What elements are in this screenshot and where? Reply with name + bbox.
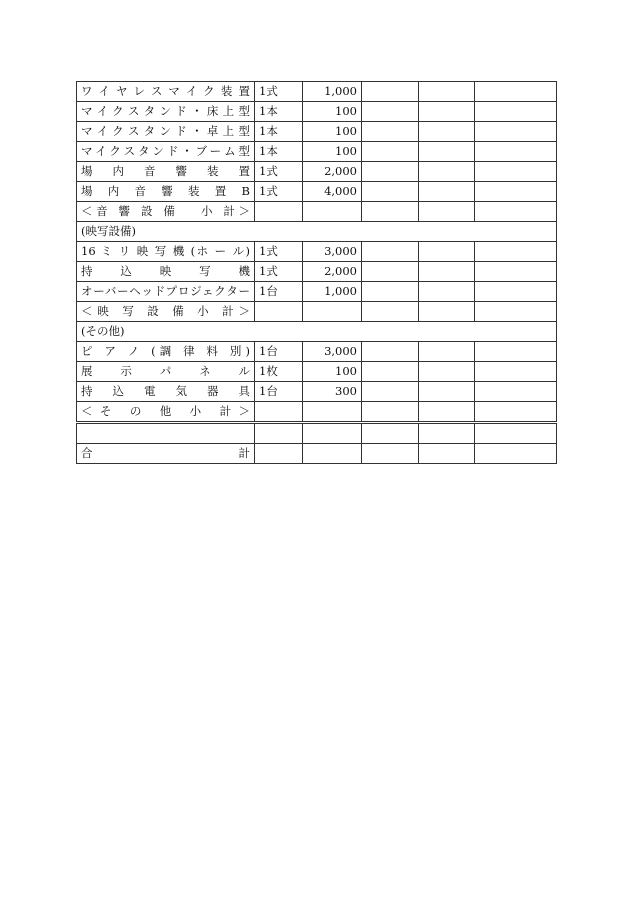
empty-cell: [419, 242, 475, 262]
subtotal-row: [77, 302, 557, 322]
table-row: [77, 182, 557, 202]
empty-cell: [419, 102, 475, 122]
item-name-cell: 持 込 映 写 機: [77, 262, 255, 282]
empty-cell: [419, 342, 475, 362]
table-row: [77, 82, 557, 102]
empty-cell: [419, 382, 475, 402]
item-price-cell: 3,000: [303, 342, 362, 362]
item-price-cell: 3,000: [303, 242, 362, 262]
empty-cell: [475, 282, 557, 302]
section-row: [77, 222, 557, 242]
item-unit-cell: 1式: [255, 182, 303, 202]
item-unit-cell: 1台: [255, 342, 303, 362]
empty-cell: [475, 444, 557, 464]
item-name-cell: 合 計: [77, 444, 255, 464]
item-price-cell: [303, 202, 362, 222]
item-name-cell: ＜映 写 設 備 小 計＞: [77, 302, 255, 322]
subtotal-row: [77, 202, 557, 222]
table-row: [77, 122, 557, 142]
item-name-cell: マイクスタンド・床上型: [77, 102, 255, 122]
table-row: [77, 342, 557, 362]
empty-cell: [475, 162, 557, 182]
empty-cell: [362, 342, 419, 362]
section-heading: (映写設備): [77, 222, 557, 242]
empty-cell: [419, 282, 475, 302]
item-price-cell: 1,000: [303, 282, 362, 302]
item-unit-cell: [255, 423, 303, 444]
item-name-cell: 持 込 電 気 器 具: [77, 382, 255, 402]
table-row: [77, 102, 557, 122]
empty-cell: [419, 202, 475, 222]
item-price-cell: 2,000: [303, 162, 362, 182]
empty-cell: [475, 182, 557, 202]
item-price-cell: 1,000: [303, 82, 362, 102]
item-name-cell: ワイヤレスマイク装置: [77, 82, 255, 102]
item-unit-cell: [255, 302, 303, 322]
empty-cell: [362, 202, 419, 222]
item-price-cell: 100: [303, 362, 362, 382]
table-row: [77, 282, 557, 302]
empty-cell: [419, 162, 475, 182]
item-name-cell: ＜音 響 設 備 小 計＞: [77, 202, 255, 222]
table-row: [77, 362, 557, 382]
empty-cell: [362, 182, 419, 202]
item-unit-cell: 1台: [255, 382, 303, 402]
empty-cell: [475, 122, 557, 142]
empty-cell: [362, 262, 419, 282]
empty-cell: [419, 402, 475, 423]
item-price-cell: 2,000: [303, 262, 362, 282]
empty-cell: [362, 282, 419, 302]
item-price-cell: [303, 444, 362, 464]
item-price-cell: 100: [303, 102, 362, 122]
section-row: [77, 322, 557, 342]
item-unit-cell: [255, 202, 303, 222]
item-unit-cell: 1本: [255, 142, 303, 162]
table-row: [77, 242, 557, 262]
item-unit-cell: 1本: [255, 102, 303, 122]
item-unit-cell: 1台: [255, 282, 303, 302]
item-name-cell: 場 内 音 響 装 置: [77, 162, 255, 182]
item-unit-cell: [255, 402, 303, 423]
item-name-cell: 場 内 音 響 装 置 B: [77, 182, 255, 202]
empty-cell: [475, 402, 557, 423]
empty-cell: [362, 302, 419, 322]
item-name-cell: マイクスタンド・卓上型: [77, 122, 255, 142]
equipment-fee-table: [76, 81, 557, 464]
empty-cell: [362, 402, 419, 423]
item-price-cell: 4,000: [303, 182, 362, 202]
item-unit-cell: 1式: [255, 262, 303, 282]
empty-cell: [362, 382, 419, 402]
empty-cell: [475, 142, 557, 162]
item-price-cell: 100: [303, 142, 362, 162]
table-row: [77, 382, 557, 402]
table-row: [77, 162, 557, 182]
empty-cell: [362, 242, 419, 262]
item-price-cell: [303, 423, 362, 444]
empty-cell: [475, 242, 557, 262]
item-price-cell: 300: [303, 382, 362, 402]
table-row: [77, 142, 557, 162]
empty-cell: [475, 342, 557, 362]
item-name-cell: ピ ア ノ (調 律 料 別): [77, 342, 255, 362]
total-row: [77, 444, 557, 464]
section-heading: (その他): [77, 322, 557, 342]
item-unit-cell: [255, 444, 303, 464]
item-name-cell: 16 ミ リ 映 写 機 (ホ ー ル): [77, 242, 255, 262]
empty-cell: [475, 362, 557, 382]
item-name-cell: [77, 423, 255, 444]
empty-cell: [475, 302, 557, 322]
item-name-cell: マイクスタンド・ブーム型: [77, 142, 255, 162]
empty-cell: [362, 122, 419, 142]
item-unit-cell: 1枚: [255, 362, 303, 382]
empty-cell: [419, 122, 475, 142]
blank-row: [77, 423, 557, 444]
empty-cell: [362, 162, 419, 182]
empty-cell: [362, 82, 419, 102]
item-name-cell: ＜そ の 他 小 計＞: [77, 402, 255, 423]
empty-cell: [475, 262, 557, 282]
empty-cell: [419, 423, 475, 444]
item-unit-cell: 1式: [255, 242, 303, 262]
empty-cell: [362, 142, 419, 162]
empty-cell: [419, 142, 475, 162]
fee-table-body: [77, 82, 557, 464]
empty-cell: [475, 382, 557, 402]
item-price-cell: [303, 402, 362, 423]
item-name-cell: 展 示 パ ネ ル: [77, 362, 255, 382]
item-unit-cell: 1本: [255, 122, 303, 142]
empty-cell: [419, 182, 475, 202]
item-unit-cell: 1式: [255, 162, 303, 182]
empty-cell: [419, 444, 475, 464]
empty-cell: [419, 302, 475, 322]
empty-cell: [419, 82, 475, 102]
empty-cell: [419, 362, 475, 382]
empty-cell: [475, 423, 557, 444]
empty-cell: [475, 82, 557, 102]
empty-cell: [362, 102, 419, 122]
empty-cell: [475, 102, 557, 122]
item-name-cell: オーバーヘッドプロジェクター: [77, 282, 255, 302]
empty-cell: [362, 362, 419, 382]
empty-cell: [419, 262, 475, 282]
item-price-cell: [303, 302, 362, 322]
table-row: [77, 262, 557, 282]
empty-cell: [362, 444, 419, 464]
item-unit-cell: 1式: [255, 82, 303, 102]
empty-cell: [362, 423, 419, 444]
empty-cell: [475, 202, 557, 222]
subtotal-row: [77, 402, 557, 423]
item-price-cell: 100: [303, 122, 362, 142]
